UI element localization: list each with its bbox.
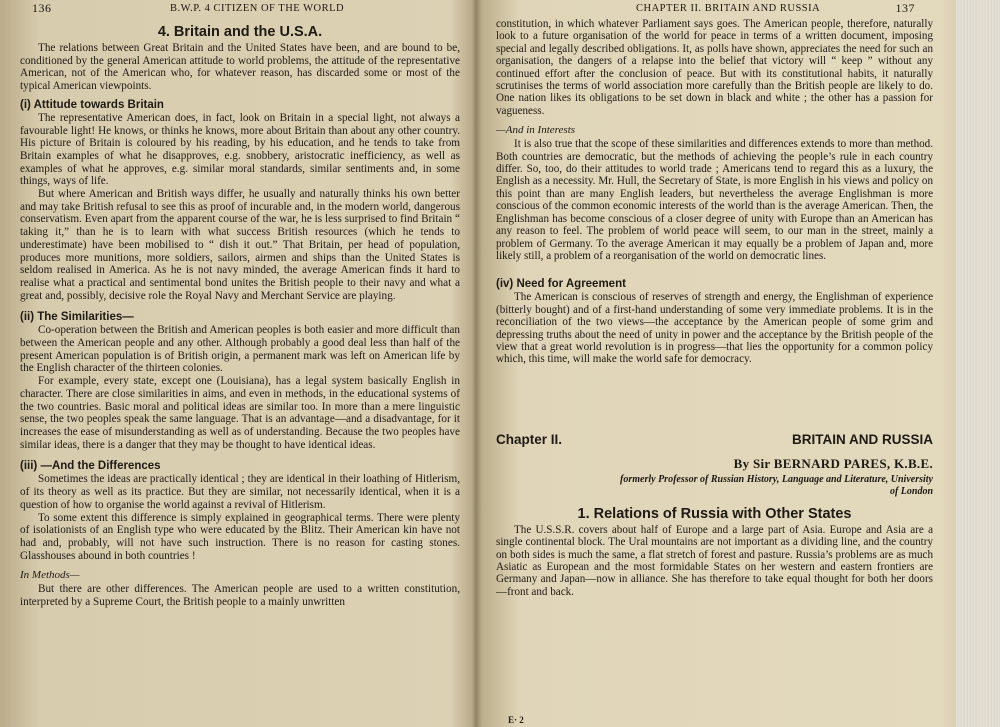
- chapter-label: Chapter II.: [496, 431, 563, 447]
- subheading-attitude: (i) Attitude towards Britain: [20, 98, 164, 111]
- differences-paragraph-1: Sometimes the ideas are practically identical ; they are identical in their loathing of Hitlerism, of its theory as well as its practice. But they are similar, not necessarily identical, when it is a question of how to organise the world against a revival of Hitlerism.: [20, 473, 460, 511]
- attitude-paragraph-2: But where American and British ways differ, he usually and naturally thinks his own better and may take British refusal to see this as proof of incurable and, in the modern world, dangerous conservatism. Even apart from the apparent course of the war, he is less surprised to find Britain “ taking it,” than he is to learn with what success British resources (which he tends to underestimate) have been mobilised to “ dish it out.” That Britain, per head of population, produces more munitions, more soldiers, sailors, airmen and ships than the United States is seldom realised in America. As he is not navy minded, the average American finds it hard to realise what a practical and sentimental bond unites the British people to their navy and what a great and, possibly, decisive role the Royal Navy and Merchant Service are playing.: [20, 188, 460, 302]
- intro-paragraph: The relations between Great Britain and the United States have been, and are bound to be, conditioned by the general American attitude to world problems, the attitude of the representative American, not of the American who, for whatever reason, has discarded some or most of the typical American viewpoints.: [20, 42, 460, 93]
- subheading-interests: —And in Interests: [496, 124, 576, 137]
- running-head-text-left: B.W.P. 4 CITIZEN OF THE WORLD: [170, 3, 345, 14]
- running-head-right: [496, 2, 933, 18]
- section-title-britain-usa: 4. Britain and the U.S.A.: [157, 24, 323, 40]
- differences-paragraph-2: To some extent this difference is simply explained in geographical terms. There were plenty of isolationists of an English type who were educated by the Blitz. Their American kin have not had and, probably, will not have such instruction. There is no reason for casting stones. Glasshouses abound in both countries !: [20, 511, 460, 562]
- right-page: [478, 0, 943, 727]
- agreement-paragraph: The American is conscious of reserves of strength and energy, the Englishman of experience (bitterly bought) and of a first-hand understanding of some very immediate problems. It is in the reconciliation of the two views—the acceptance by the American people of some grim and depressing truths about the need of unity in power and the acceptance by the British people of the view that a great world revolution is in progress—that lies the opportunity for a common policy which, this time, will make the world safe for democracy.: [496, 291, 933, 366]
- subheading-similarities: (ii) The Similarities—: [20, 311, 134, 324]
- continued-paragraph: constitution, in which whatever Parliament says goes. The American people, therefore, naturally look to a future organisation of the world for peace in terms of a written document, imposing special and legally described obligations. It, as polls have shown, appreciates the need for such an organisation, the dangers of a relapse into the belief that victory will “ keep ” without any continued effort after the conclusion of peace. But with its constitutional habits, it naturally scrutinises the terms of world association more carefully than the British people are likely to do. One nation likes its obligations to be set down in black and white ; the other has a passion for vagueness.: [496, 18, 933, 117]
- similarities-paragraph-1: Co-operation between the British and American peoples is both easier and more difficult than between the American people and any other. Although probably a good deal less than half of the present American population is of British origin, a permanent mark was left on American life by the English character of the thirteen colonies.: [20, 324, 460, 375]
- running-head-text-right: CHAPTER II. BRITAIN AND RUSSIA: [636, 3, 821, 14]
- signature-mark: E· 2: [508, 715, 524, 725]
- author-affiliation: formerly Professor of Russian History, Language and Literature, University of London: [620, 473, 933, 497]
- interests-paragraph: It is also true that the scope of these similarities and differences extends to more than method. Both countries are democratic, but the methods of achieving the people’s rule in each country differ. So, too, do their attitudes to world trade ; Americans tend to regard this as a luxury, the English as a necessity. Mr. Hull, the Secretary of State, is more English in his views and policy on this point than are many English leaders, but nevertheless the average Englishman is more conscious of the common economic interests of the world than is the average American. Then, the Englishman has become conscious of a closer degree of unity with Europe than an American has any reason to feel. The problem of world peace will seem, to our man in the street, mainly a problem of Germany. To the average American it may equally be a problem of Japan and, more likely still, a problem of a reorganisation of the world on democratic lines.: [496, 138, 933, 262]
- chapter-heading: [496, 422, 933, 497]
- page-fore-edge: [956, 0, 1000, 727]
- russia-paragraph: The U.S.S.R. covers about half of Europe and a large part of Asia. Europe and Asia are a single continental block. The Ural mountains are not important as a dividing line, and the country on both sides is much the same, a flat stretch of forest and pasture. Russia’s problems are as much Asiatic as European and the most formidable States on her western and eastern frontiers are Germany and Japan—now in alliance. She has therefore to take equal thought for both her doors—front and back.: [496, 523, 933, 598]
- similarities-paragraph-2: For example, every state, except one (Louisiana), has a legal system basically English in character. There are close similarities in aims, and even in methods, in the educational systems of the two countries. Basic moral and political ideas are similar too. In more than a mere linguistic sense, the two peoples speak the same language. That is an advantage—and a disadvantage, for it increases the ease of misunderstanding as well as of understanding. Because the two peoples have similar ideas, there is a danger that they may be thought to have identical ideas.: [20, 375, 460, 451]
- section-title-russia-relations: 1. Relations of Russia with Other States: [577, 505, 852, 522]
- left-page: [0, 0, 472, 727]
- subheading-methods: In Methods—: [20, 569, 80, 582]
- page-number-left: 136: [32, 1, 52, 15]
- subheading-agreement: (iv) Need for Agreement: [496, 278, 626, 291]
- running-head-left: [20, 2, 460, 18]
- chapter-author: By Sir BERNARD PARES, K.B.E.: [733, 455, 933, 471]
- attitude-paragraph-1: The representative American does, in fact, look on Britain in a special light, not always a favourable light! He knows, or thinks he knows, more about Britain than about any other country. His picture of Britain is coloured by his reading, by his education, and he tends to take from Britain examples of what he disapproves, e.g. snobbery, aristocratic inefficiency, as well as examples of what he approves, e.g. similar moral standards, similar sentiments and, in some things, ways of life.: [20, 111, 460, 188]
- chapter-title: BRITAIN AND RUSSIA: [792, 431, 933, 447]
- page-number-right: 137: [895, 1, 915, 15]
- methods-paragraph-1: But there are other differences. The American people are used to a written constitution, interpreted by a Supreme Court, the British people to a mainly unwritten: [20, 583, 460, 609]
- subheading-differences: (iii) —And the Differences: [20, 460, 161, 473]
